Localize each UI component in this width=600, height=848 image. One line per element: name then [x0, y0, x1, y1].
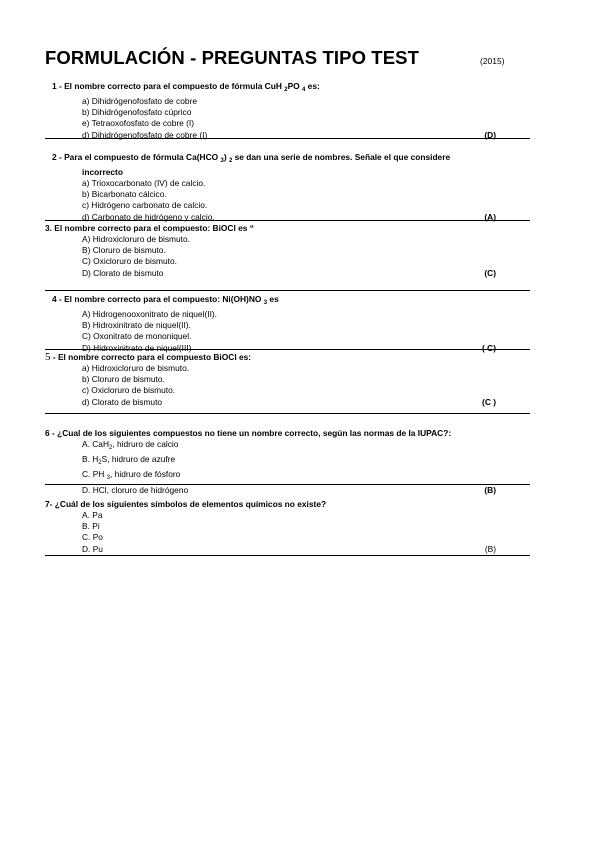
option-a: a) Dihidrógenofosfato de cobre	[82, 96, 197, 106]
option-a: a) Hidroxicloruro de bismuto.	[82, 363, 190, 373]
option-b: B. $H_2S$, hidruro de azufre	[82, 454, 176, 467]
question-1-text: 1 - El nombre correcto para el compuesto de fórmula CuH $_2$PO $_4$ es:	[52, 81, 320, 93]
question-7-text: 7- ¿Cuál de los siguientes símbolos de elementos químicos no existe?	[45, 499, 327, 509]
question-4	[45, 294, 530, 353]
option-c: e) Tetraoxofosfato de cobre (I)	[82, 118, 195, 129]
answer: (D)	[484, 129, 496, 140]
option-a: A. Pa	[82, 510, 103, 520]
page-title: FORMULACIÓN - PREGUNTAS TIPO TEST	[45, 47, 419, 68]
question-5	[45, 352, 530, 414]
option-d: d) Dihidrógenofosfato de cobre (I) (D)	[82, 129, 496, 140]
answer: (C)	[484, 267, 496, 278]
option-d: d) Clorato de bismuto (C )	[82, 396, 496, 407]
option-c: C. Po	[82, 532, 103, 543]
option-b: b) Cloruro de bismuto.	[82, 374, 165, 385]
option-c: C) Oxonitrato de mononiquel.	[82, 331, 192, 342]
option-c: c) Oxicloruro de bismuto.	[82, 385, 176, 396]
option-a: a) Trioxocarbonato (IV) de calcio.	[82, 178, 206, 188]
option-d: d) Carbonato de hidrógeno y calcio. (A)	[82, 211, 496, 222]
answer: ( C)	[482, 342, 496, 353]
question-3-text: 3. El nombre correcto para el compuesto: BiOCl es “	[45, 223, 254, 233]
question-2-text-line2: incorrecto	[82, 167, 123, 177]
question-5-text: 5 - El nombre correcto para el compuesto BiOCl es:	[45, 351, 252, 363]
answer: (B)	[484, 484, 496, 495]
option-d: D) Hidroxinitrato de niquel(III) ( C)	[82, 342, 496, 353]
option-a: A) Hidrogenooxonitrato de niquel(II).	[82, 309, 218, 319]
option-a: A) Hidroxicloruro de bismuto.	[82, 234, 190, 244]
option-b: B) Cloruro de bismuto.	[82, 245, 166, 256]
question-2	[45, 152, 530, 221]
question-3	[45, 223, 530, 291]
answer: (C )	[482, 396, 496, 407]
option-b: B) Hidroxinitrato de niquel(II).	[82, 320, 191, 331]
option-d: D) Clorato de bismuto (C)	[82, 267, 496, 278]
option-c: C) Oxicloruro de bismuto.	[82, 256, 177, 267]
year-label: (2015)	[480, 56, 505, 66]
answer: (B)	[484, 543, 496, 554]
question-4-text: 4 - El nombre correcto para el compuesto: Ni(OH)NO $_3$ es	[52, 294, 279, 306]
option-b: b) Dihidrógenofosfato cúprico	[82, 107, 192, 118]
question-6-text: 6 - ¿Cual de los siguientes compuestos no tiene un nombre correcto, según las normas de la IUPAC?:	[45, 428, 452, 438]
option-c: C. PH $_3$, hidruro de fósforo	[82, 469, 181, 482]
option-a: A. CaH$_2$, hidruro de calcio	[82, 439, 179, 451]
question-2-text: 2 - Para el compuesto de fórmula Ca(HCO $_3$) $_2$ se dan una serie de nombres. Señale el que considere	[52, 152, 451, 164]
question-7	[45, 499, 530, 556]
option-b: B. Pi	[82, 521, 100, 532]
question-6	[45, 428, 530, 495]
option-b: b) Bicarbonato cálcico.	[82, 189, 167, 200]
question-1	[45, 81, 530, 139]
option-d: D. Pu (B)	[82, 543, 496, 554]
option-c: c) Hidrógeno carbonato de calcio.	[82, 200, 208, 211]
option-d: D. HCl, cloruro de hidrógeno (B)	[82, 484, 496, 495]
answer: (A)	[484, 211, 496, 222]
